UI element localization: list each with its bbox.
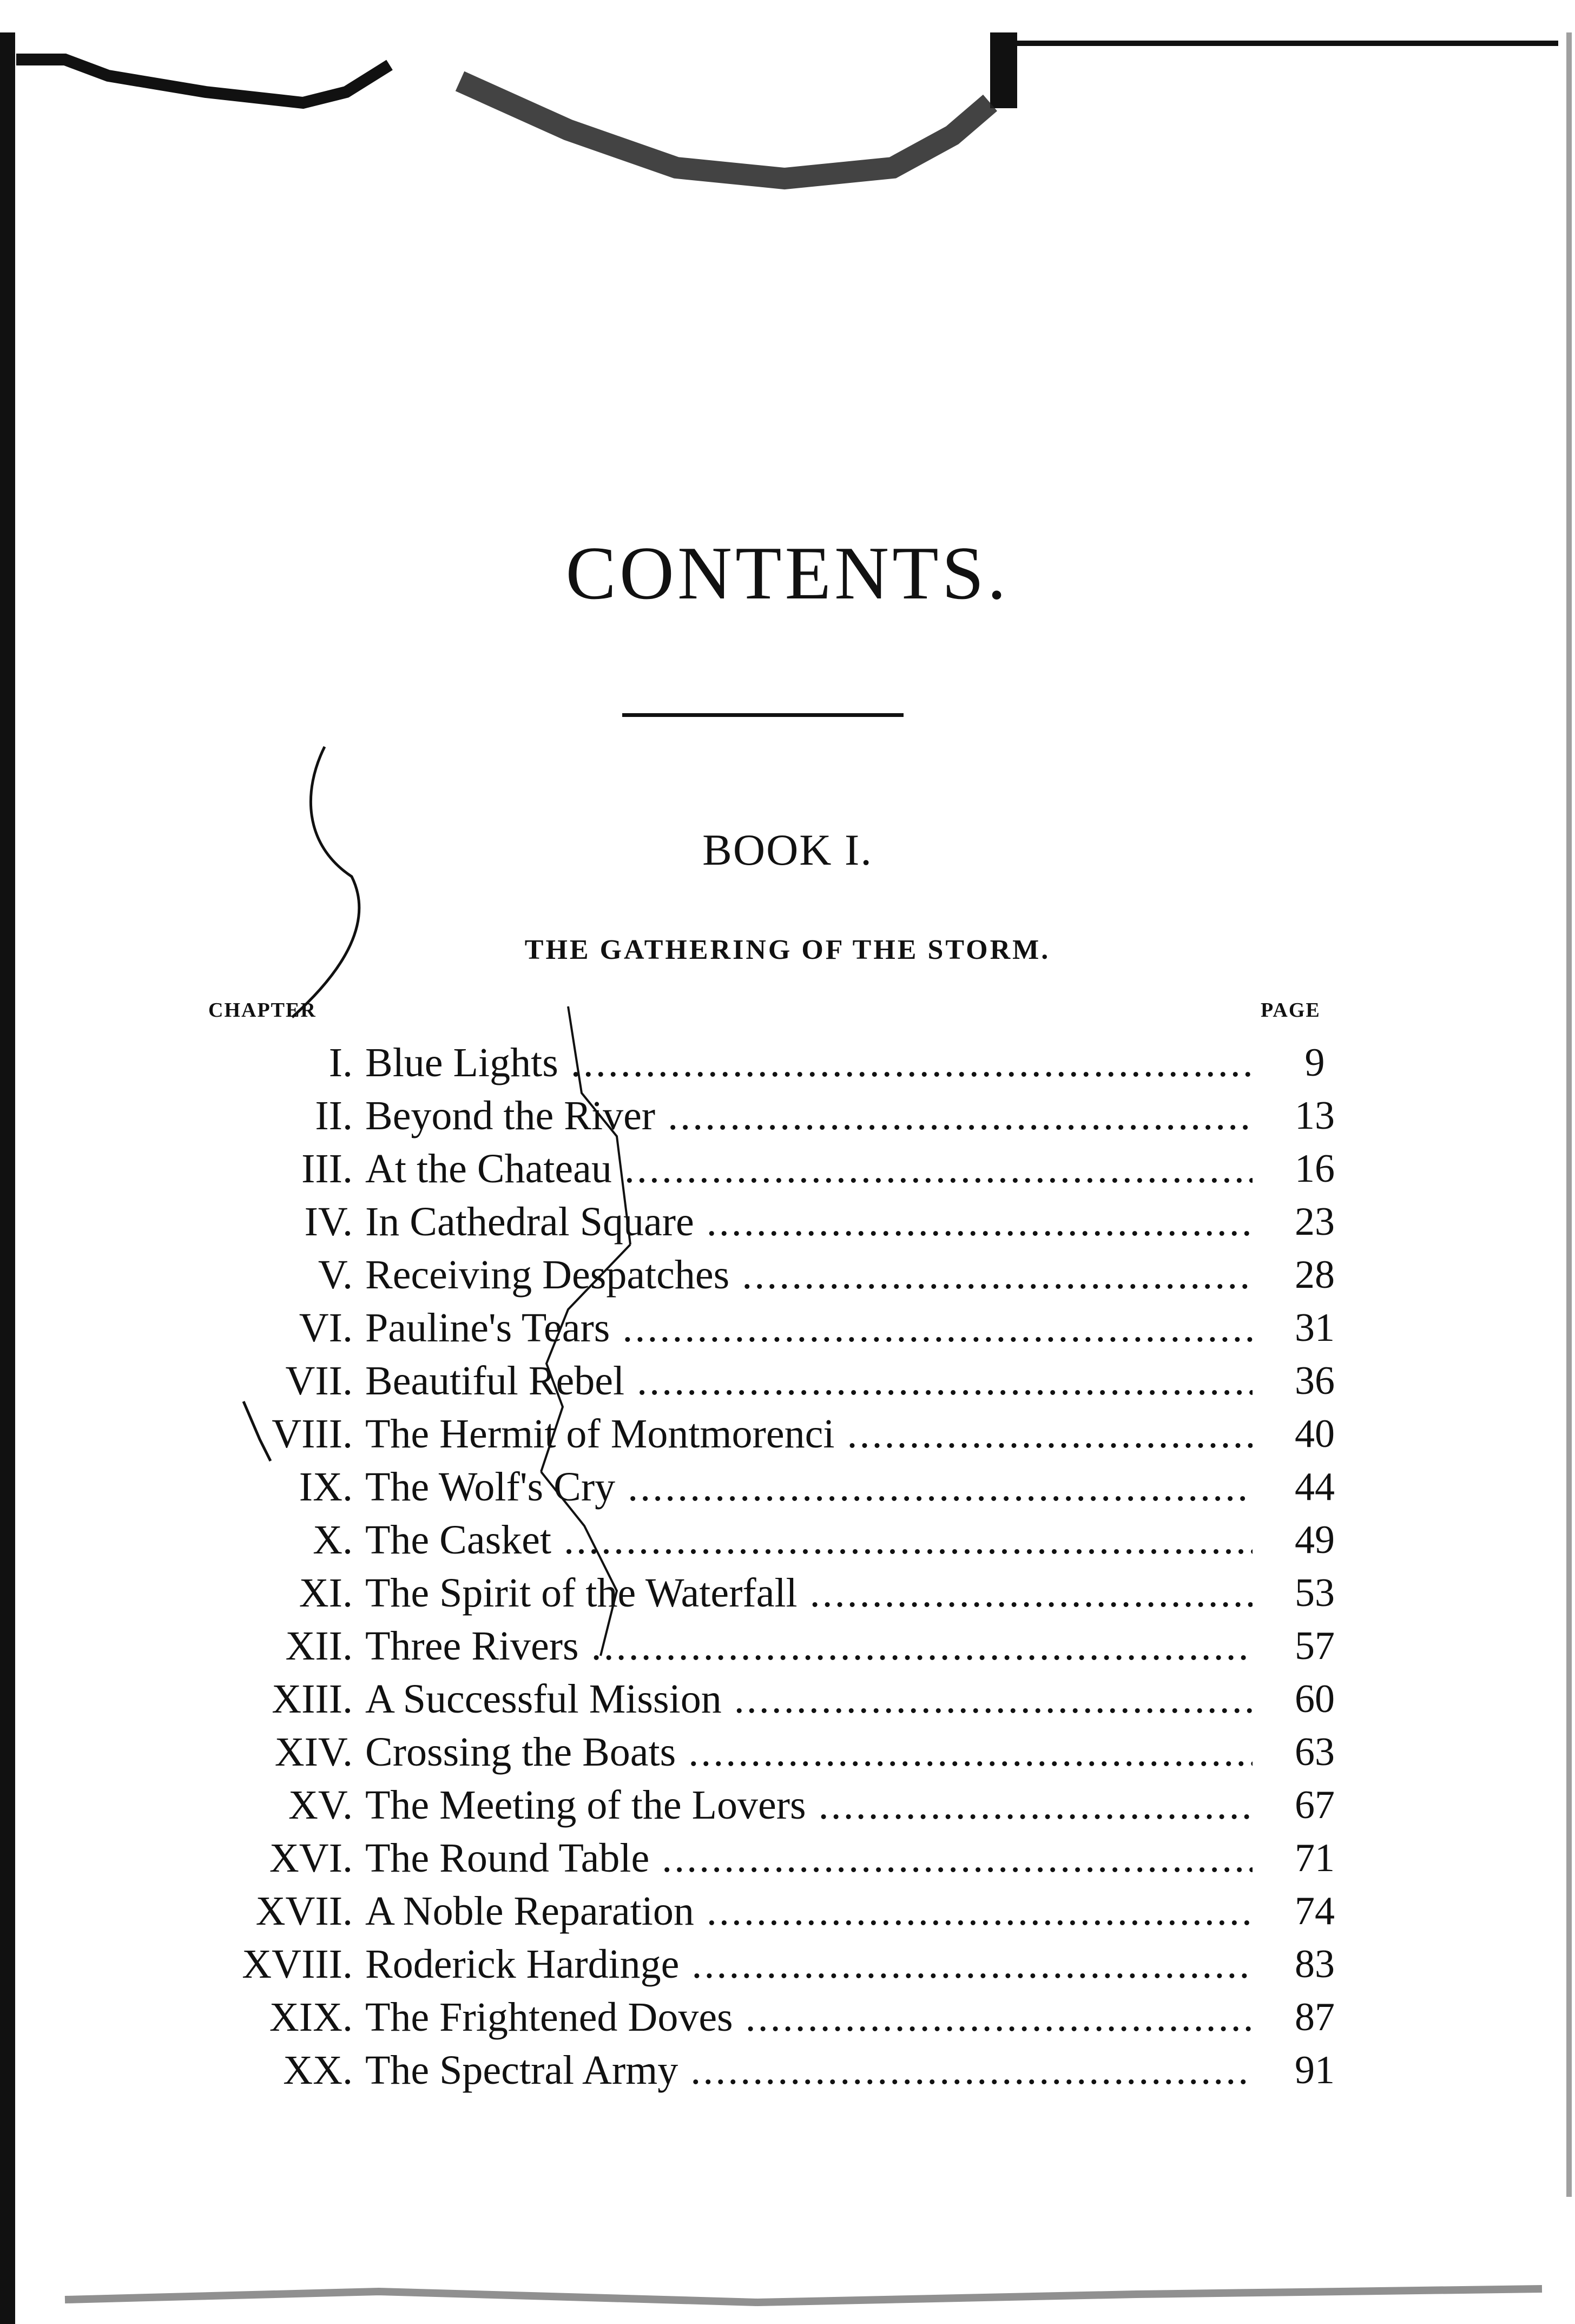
page-number: 63 <box>1295 1730 1335 1774</box>
page-number: 57 <box>1295 1624 1335 1668</box>
chapter-title: Beyond the River ..... <box>365 1089 1253 1142</box>
chapter-number: IV. <box>304 1199 353 1245</box>
book-subtitle: THE GATHERING OF THE STORM. <box>524 934 1051 965</box>
toc-row <box>0 1089 1575 1142</box>
toc-row <box>0 1354 1575 1407</box>
bottom-noise <box>65 2289 1542 2302</box>
page-number: 44 <box>1295 1465 1335 1509</box>
page-number: 67 <box>1295 1783 1335 1827</box>
chapter-number: VII. <box>285 1358 353 1404</box>
chapter-title: The Frightened Doves ..... <box>365 1991 1253 2044</box>
chapter-title: The Casket ..... <box>365 1513 1253 1566</box>
page-number: 9 <box>1304 1041 1325 1085</box>
chapter-number: XIII. <box>272 1676 353 1722</box>
toc-row <box>0 1673 1575 1726</box>
toc-row <box>0 1301 1575 1354</box>
page-column-header: PAGE <box>1261 999 1321 1022</box>
torn-top-line <box>1017 41 1558 46</box>
torn-edge-left <box>16 60 390 103</box>
toc-row <box>0 1991 1575 2044</box>
chapter-title: Pauline's Tears ..... <box>365 1301 1253 1354</box>
chapter-number: XVIII. <box>242 1941 353 1987</box>
toc-row <box>0 2044 1575 2097</box>
chapter-number: III. <box>301 1146 353 1191</box>
chapter-number: X. <box>313 1517 353 1563</box>
chapter-number: I. <box>328 1040 353 1085</box>
chapter-title: The Wolf's Cry ..... <box>365 1460 1253 1513</box>
chapter-number: XVI. <box>269 1835 353 1881</box>
chapter-number: XII. <box>285 1623 353 1669</box>
page-number: 31 <box>1295 1306 1335 1350</box>
torn-edge-middle <box>460 81 990 179</box>
chapter-number: XIX. <box>269 1994 353 2040</box>
toc-row <box>0 1832 1575 1885</box>
chapter-title: Roderick Hardinge ..... <box>365 1938 1253 1991</box>
toc-row <box>0 1779 1575 1832</box>
torn-top-dark-block <box>990 32 1017 108</box>
chapter-title: A Noble Reparation ..... <box>365 1885 1253 1938</box>
toc-row <box>0 1142 1575 1195</box>
chapter-number: VIII. <box>272 1411 353 1457</box>
toc-row <box>0 1938 1575 1991</box>
toc-row <box>0 1726 1575 1779</box>
chapter-title: The Meeting of the Lovers ..... <box>365 1779 1253 1832</box>
toc-row <box>0 1885 1575 1938</box>
chapter-title: The Hermit of Montmorenci ..... <box>365 1407 1253 1460</box>
chapter-column-header: CHAPTER <box>208 999 317 1022</box>
chapter-number: XI. <box>299 1570 353 1616</box>
toc-row <box>0 1407 1575 1460</box>
heading-rule <box>622 713 904 717</box>
chapter-number: II. <box>315 1093 353 1138</box>
chapter-title: Receiving Despatches ..... <box>365 1248 1253 1301</box>
toc-row <box>0 1036 1575 1089</box>
toc-row <box>0 1248 1575 1301</box>
page-number: 60 <box>1295 1677 1335 1721</box>
table-of-contents <box>0 1036 1575 2097</box>
toc-row <box>0 1513 1575 1566</box>
chapter-title: Beautiful Rebel ..... <box>365 1354 1253 1407</box>
page-number: 23 <box>1295 1200 1335 1244</box>
chapter-title: Three Rivers ..... <box>365 1619 1253 1673</box>
book-heading: BOOK I. <box>702 825 873 874</box>
chapter-title: In Cathedral Square ..... <box>365 1195 1253 1248</box>
page-number: 28 <box>1295 1253 1335 1297</box>
chapter-title: Crossing the Boats ..... <box>365 1726 1253 1779</box>
chapter-title: The Spectral Army ..... <box>365 2044 1253 2097</box>
chapter-number: XV. <box>288 1782 353 1828</box>
pencil-bracket-mark <box>292 747 359 1017</box>
toc-row <box>0 1619 1575 1673</box>
chapter-number: XVII. <box>255 1888 353 1934</box>
chapter-number: XX. <box>283 2048 353 2093</box>
chapter-title: The Spirit of the Waterfall ..... <box>365 1566 1253 1619</box>
toc-row <box>0 1460 1575 1513</box>
page-number: 71 <box>1295 1836 1335 1880</box>
page-number: 40 <box>1295 1412 1335 1456</box>
chapter-title: At the Chateau ..... <box>365 1142 1253 1195</box>
page-number: 53 <box>1295 1571 1335 1615</box>
chapter-title: A Successful Mission ..... <box>365 1673 1253 1726</box>
chapter-title: Blue Lights ..... <box>365 1036 1253 1089</box>
page-number: 83 <box>1295 1942 1335 1986</box>
page-number: 16 <box>1295 1147 1335 1191</box>
chapter-number: IX. <box>299 1464 353 1510</box>
page-number: 49 <box>1295 1518 1335 1562</box>
toc-row <box>0 1566 1575 1619</box>
contents-heading: CONTENTS. <box>565 531 1010 615</box>
chapter-number: V. <box>318 1252 353 1298</box>
chapter-number: VI. <box>299 1305 353 1351</box>
toc-row <box>0 1195 1575 1248</box>
chapter-number: XIV. <box>274 1729 353 1775</box>
page-number: 74 <box>1295 1889 1335 1933</box>
page-number: 36 <box>1295 1359 1335 1403</box>
chapter-title: The Round Table ..... <box>365 1832 1253 1885</box>
page-number: 87 <box>1295 1995 1335 2039</box>
page-number: 91 <box>1295 2048 1335 2092</box>
page-number: 13 <box>1295 1094 1335 1138</box>
